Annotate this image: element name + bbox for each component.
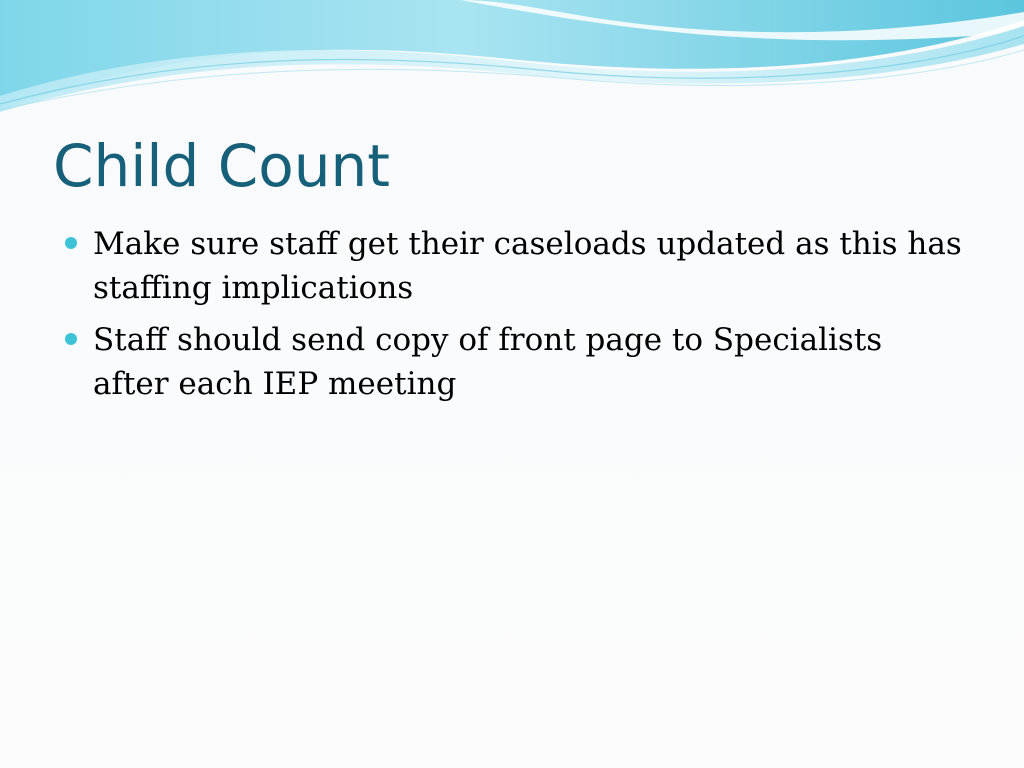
bullet-dot-icon bbox=[65, 333, 77, 345]
bullet-item bbox=[62, 222, 962, 310]
bullet-dot-icon bbox=[65, 237, 77, 249]
slide-title: Child Count bbox=[53, 132, 390, 200]
decorative-wave-header bbox=[0, 0, 1024, 130]
bullet-text: Make sure staff get their caseloads updated as this has staffing implications bbox=[93, 226, 962, 306]
bullet-list bbox=[62, 222, 962, 414]
bullet-text: Staff should send copy of front page to Specialists after each IEP meeting bbox=[93, 322, 883, 402]
bullet-item bbox=[62, 318, 962, 406]
